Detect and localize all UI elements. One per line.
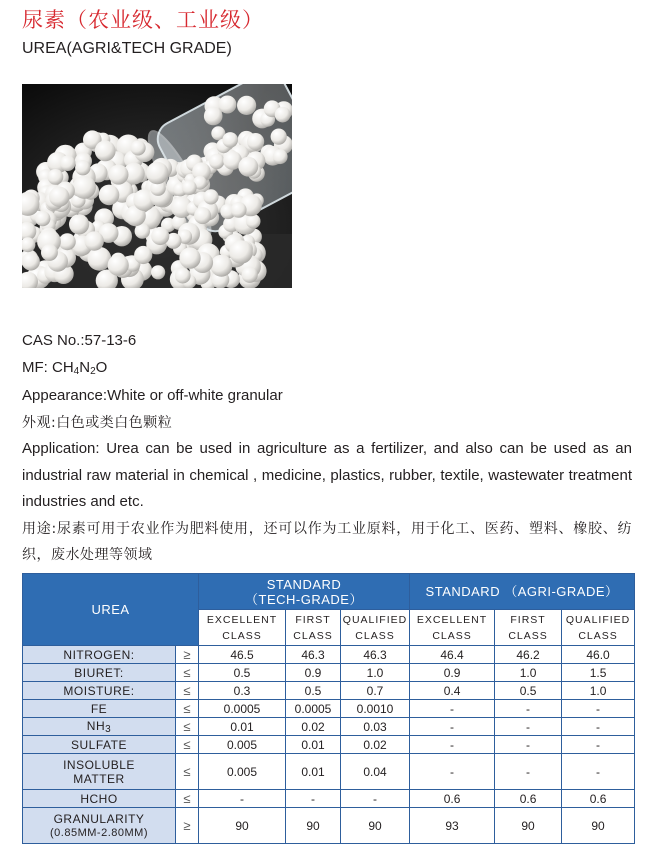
table-cell: - [495, 700, 562, 718]
page-title-en: UREA(AGRI&TECH GRADE) [22, 40, 232, 57]
table-cell: 0.4 [410, 682, 495, 700]
granule [238, 157, 258, 177]
table-cell: 0.3 [199, 682, 286, 700]
granule [85, 231, 104, 250]
table-cell: 46.2 [495, 646, 562, 664]
table-cell: 90 [199, 808, 286, 844]
comparison-symbol: ≤ [176, 718, 199, 736]
granule [41, 244, 58, 261]
granule [204, 107, 223, 126]
comparison-symbol: ≥ [176, 808, 199, 844]
table-cell: 90 [562, 808, 635, 844]
table-cell: 46.3 [286, 646, 341, 664]
molecular-formula: MF: $CH_4N_2O$ [22, 358, 108, 377]
granule [210, 255, 232, 277]
table-cell: - [410, 718, 495, 736]
table-cell: 0.03 [341, 718, 410, 736]
granule [182, 180, 197, 195]
granule [22, 252, 40, 270]
granule [146, 162, 168, 184]
table-row [23, 646, 635, 664]
table-row [23, 718, 635, 736]
granule [49, 187, 69, 207]
table-cell: - [562, 700, 635, 718]
row-label: HCHO [23, 790, 176, 808]
granule [275, 107, 291, 123]
granule [218, 96, 236, 114]
granule [88, 247, 112, 271]
class-header: FIRST CLASS [495, 610, 562, 646]
page-title-cn: 尿素（农业级、工业级） [22, 8, 264, 32]
table-cell: 0.6 [495, 790, 562, 808]
granule [60, 155, 76, 171]
granule [179, 247, 200, 268]
class-header: QUALIFIED CLASS [562, 610, 635, 646]
row-label: GRANULARITY (0.85MM-2.80MM) [23, 808, 176, 844]
urea-granules-illustration [22, 84, 292, 288]
granule [194, 207, 211, 224]
row-label: $NH_3$ [23, 718, 176, 736]
table-cell: 1.0 [562, 682, 635, 700]
comparison-symbol: ≥ [176, 646, 199, 664]
granule [209, 154, 224, 169]
table-cell: 0.0005 [199, 700, 286, 718]
table-cell: 90 [286, 808, 341, 844]
product-info [22, 328, 632, 569]
table-cell: 0.01 [286, 736, 341, 754]
spec-table [22, 573, 635, 844]
table-cell: - [562, 736, 635, 754]
granule [69, 214, 89, 234]
row-label: FE [23, 700, 176, 718]
application-en: Application: Urea can be used in agriculture as a fertilizer, and also can be used as an industrial raw material in chemical , medicine, plastics, rubber, textile, wastewater treatment industries and etc. [22, 440, 632, 510]
granule [229, 240, 253, 264]
table-cell: 46.5 [199, 646, 286, 664]
granule [203, 189, 218, 204]
granule [108, 255, 129, 276]
granule [273, 149, 288, 164]
application-cn: 用途:尿素可用于农业作为肥料使用，还可以作为工业原料，用于化工、医药、塑料、橡胶、纺织，废水处理等领域 [22, 520, 632, 563]
table-cell: - [410, 700, 495, 718]
granule [271, 129, 287, 145]
table-corner-urea: UREA [23, 574, 199, 646]
granule [242, 267, 258, 283]
table-cell: - [341, 790, 410, 808]
comparison-symbol: ≤ [176, 664, 199, 682]
granule [134, 246, 152, 264]
table-cell: 1.5 [562, 664, 635, 682]
granule [151, 227, 169, 245]
appearance-cn: 外观:白色或类白色颗粒 [22, 414, 173, 431]
granule [48, 169, 64, 185]
cas-number: CAS No.:57-13-6 [22, 332, 137, 349]
table-cell: 46.0 [562, 646, 635, 664]
table-cell: 0.0010 [341, 700, 410, 718]
class-header: QUALIFIED CLASS [341, 610, 410, 646]
granule [151, 265, 165, 279]
table-cell: 0.5 [199, 664, 286, 682]
table-cell: 46.3 [341, 646, 410, 664]
class-header: EXCELLENT CLASS [410, 610, 495, 646]
granule [35, 211, 50, 226]
granule [175, 268, 191, 284]
table-cell: 0.0005 [286, 700, 341, 718]
table-cell: 90 [495, 808, 562, 844]
table-cell: 0.005 [199, 736, 286, 754]
granule [247, 133, 264, 150]
comparison-symbol: ≤ [176, 700, 199, 718]
tech-grade-header: STANDARD （TECH-GRADE） [199, 574, 410, 610]
granule [246, 214, 261, 229]
table-cell: 0.9 [286, 664, 341, 682]
row-label: SULFATE [23, 736, 176, 754]
row-label: MOISTURE: [23, 682, 176, 700]
table-cell: - [199, 790, 286, 808]
table-cell: 46.4 [410, 646, 495, 664]
row-label: INSOLUBLE MATTER [23, 754, 176, 790]
table-cell: 0.7 [341, 682, 410, 700]
table-row [23, 700, 635, 718]
table-cell: 0.5 [495, 682, 562, 700]
table-cell: 0.9 [410, 664, 495, 682]
granule [95, 141, 116, 162]
comparison-symbol: ≤ [176, 754, 199, 790]
granule [231, 202, 247, 218]
table-cell: 0.6 [410, 790, 495, 808]
table-row [23, 664, 635, 682]
table-row [23, 754, 635, 790]
table-cell: 0.5 [286, 682, 341, 700]
table-cell: - [495, 754, 562, 790]
row-label: BIURET: [23, 664, 176, 682]
table-cell: 0.6 [562, 790, 635, 808]
urea-granules-photo [22, 84, 292, 288]
table-row [23, 736, 635, 754]
table-cell: 90 [341, 808, 410, 844]
comparison-symbol: ≤ [176, 682, 199, 700]
table-cell: 1.0 [341, 664, 410, 682]
comparison-symbol: ≤ [176, 736, 199, 754]
granule [237, 96, 256, 115]
table-cell: - [410, 736, 495, 754]
granule [222, 132, 238, 148]
table-cell: - [410, 754, 495, 790]
table-cell: 1.0 [495, 664, 562, 682]
table-row [23, 790, 635, 808]
granule [75, 160, 90, 175]
class-header: EXCELLENT CLASS [199, 610, 286, 646]
granule [59, 233, 76, 250]
comparison-symbol: ≤ [176, 790, 199, 808]
table-cell: 0.02 [341, 736, 410, 754]
agri-grade-header: STANDARD （AGRI-GRADE） [410, 574, 635, 610]
table-row [23, 682, 635, 700]
granule [73, 176, 96, 199]
table-cell: 0.01 [199, 718, 286, 736]
table-cell: 0.01 [286, 754, 341, 790]
table-cell: - [286, 790, 341, 808]
row-label: NITROGEN: [23, 646, 176, 664]
table-cell: 93 [410, 808, 495, 844]
granule [99, 185, 120, 206]
appearance-en: Appearance:White or off-white granular [22, 387, 283, 404]
table-cell: - [562, 718, 635, 736]
class-header: FIRST CLASS [286, 610, 341, 646]
table-cell: - [562, 754, 635, 790]
granule [109, 165, 129, 185]
table-cell: 0.02 [286, 718, 341, 736]
table-cell: 0.04 [341, 754, 410, 790]
table-row [23, 808, 635, 844]
table-cell: 0.005 [199, 754, 286, 790]
granule [131, 140, 146, 155]
table-cell: - [495, 736, 562, 754]
table-cell: - [495, 718, 562, 736]
